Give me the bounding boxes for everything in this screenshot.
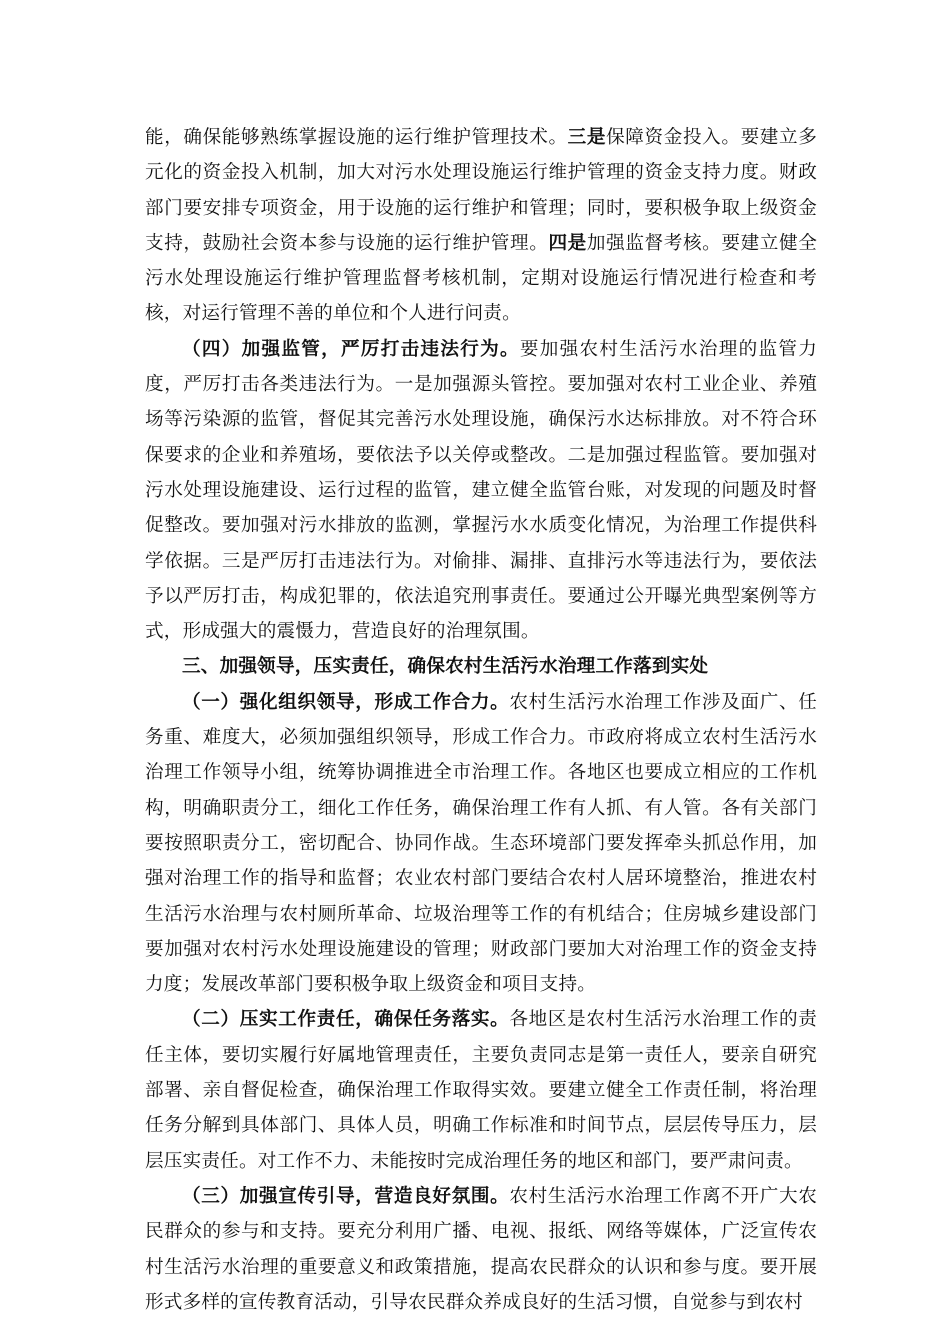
text-run: 一是 — [394, 374, 434, 396]
text-run: 加强源头管控。要加强对农村工业企业、养殖场等污染源的监管，督促其完善污水处理设施，确保污水达标排放。对不符合环保要求的企业和养殖场，要依法予以关停或整改。 — [145, 374, 817, 466]
bold-marker: 三是 — [567, 127, 607, 148]
paragraph-responsibility — [145, 1002, 817, 1178]
subheading-lead: （三）加强宣传引导，营造良好氛围。 — [182, 1185, 510, 1207]
text-run: 各地区是农村生活污水治理工作的责任主体，要切实履行好属地管理责任，主要负责同志是第一责任人，要亲自研究部署、亲自督促检查，确保治理工作取得实效。要建立健全工作责任制，将治理任务分解到具体部门、具体人员，明确工作标准和时间节点，层层传导压力，层层压实责任。对工作不力、未能按时完成治理任务的地区和部门，要严肃问责。 — [145, 1009, 817, 1172]
text-run: 二是 — [567, 444, 607, 466]
text-run: 能，确保能够熟练掌握设施的运行维护管理技术。 — [145, 127, 568, 148]
text-run: 加强监督考核。要建立健全污水处理设施运行维护管理监督考核机制，定期对设施运行情况进行检查和考核，对运行管理不善的单位和个人进行问责。 — [145, 232, 818, 325]
text-run: 保障资金投入。要建立多元化的资金投入机制，加大对污水处理设施运行维护管理的资金支持力度。财政部门要安排专项资金，用于设施的运行维护和管理；同时，要积极争取上级资金支持，鼓励社会资本参与设施的运行维护管理。 — [145, 127, 818, 254]
text-run: 要加强农村生活污水治理的监管力度，严厉打击各类违法行为。 — [145, 338, 817, 396]
subheading-lead: （四）加强监管，严厉打击违法行为。 — [182, 338, 520, 360]
text-run: 加强过程监管。要加强对污水处理设施建设、运行过程的监管，建立健全监管台账，对发现的问题及时督促整改。要加强对污水排放的监测，掌握污水水质变化情况，为治理工作提供科学依据。 — [145, 444, 818, 572]
text-run: 三是 — [221, 550, 261, 572]
subheading-lead: （二）压实工作责任，确保任务落实。 — [182, 1009, 510, 1031]
section-heading-3: 三、加强领导，压实责任，确保农村生活污水治理工作落到实处 — [182, 656, 709, 678]
paragraph-organization-leadership — [145, 685, 817, 1003]
text-run: 严厉打击违法行为。对偷排、漏排、直排污水等违法行为，要依法予以严厉打击，构成犯罪的，依法追究刑事责任。要通过公开曝光典型案例等方式，形成强大的震慑力，营造良好的治理氛围。 — [145, 550, 818, 643]
text-run: 农村生活污水治理工作离不开广大农民群众的参与和支持。要充分利用广播、电视、报纸、网络等媒体，广泛宣传农村生活污水治理的重要意义和政策措施，提高农民群众的认识和参与度。要开展形式多样的宣传教育活动，引导农民群众养成良好的生活习惯，自觉参与到农村 — [145, 1185, 817, 1313]
paragraph-supervision — [145, 332, 817, 650]
bold-marker: 四是 — [548, 232, 587, 254]
document-page — [145, 120, 817, 1320]
text-run: 农村生活污水治理工作涉及面广、任务重、难度大，必须加强组织领导，形成工作合力。市政府将成立农村生活污水治理工作领导小组，统筹协调推进全市治理工作。各地区也要成立相应的工作机构，明确职责分工，细化工作任务，确保治理工作有人抓、有人管。各有关部门要按照职责分工，密切配合、协同作战。生态环境部门要发挥牵头抓总作用，加强对治理工作的指导和监督；农业农村部门要结合农村人居环境整治，推进农村生活污水治理与农村厕所革命、垃圾治理等工作的有机结合；住房城乡建设部门要加强对农村污水处理设施建设的管理；财政部门要加大对治理工作的资金支持力度；发展改革部门要积极争取上级资金和项目支持。 — [145, 691, 817, 996]
subheading-lead: （一）强化组织领导，形成工作合力。 — [182, 691, 510, 713]
paragraph-operation-maintenance — [145, 120, 817, 332]
paragraph-publicity — [145, 1179, 817, 1320]
